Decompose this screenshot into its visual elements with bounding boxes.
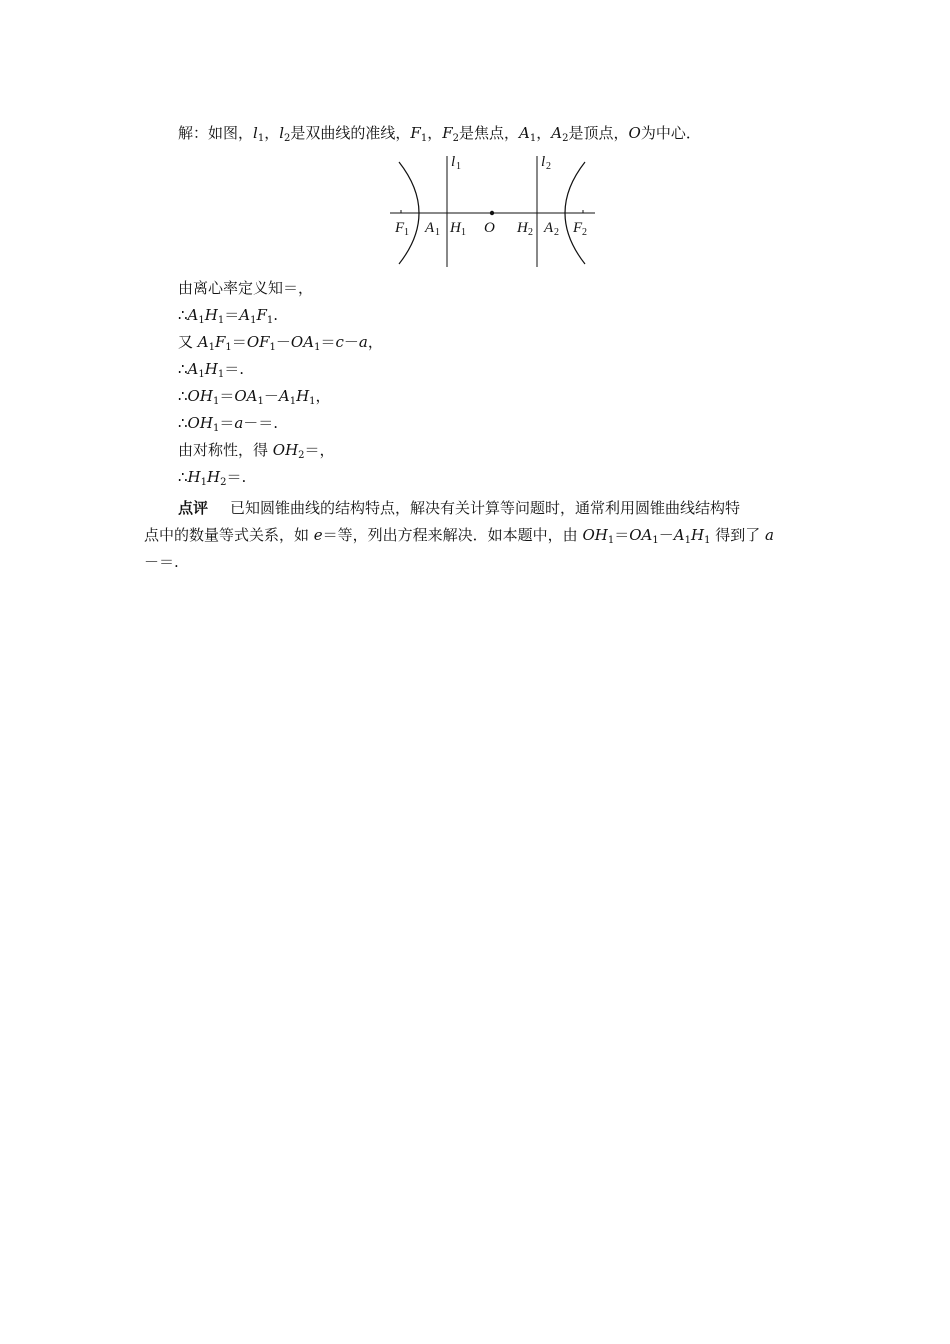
label-o: O xyxy=(484,220,495,236)
label-h1-sub: 1 xyxy=(461,227,466,238)
comment-line-2: 点中的数量等式关系，如 e＝等，列出方程来解决．如本题中，由 $OH_1=OA_1-A_1H_1$ 得到了 a xyxy=(144,526,774,546)
step-3: 又 $A_1F_1=OF_1-OA_1=c-a$， xyxy=(178,333,383,353)
solution-line: 解：如图，$l_1$，$l_2$是双曲线的准线，$F_1$，$F_2$是焦点，$A_1$，$A_2$是顶点，O为中心． xyxy=(178,124,701,144)
step-5: $\therefore OH_1=OA_1-A_1H_1$， xyxy=(178,387,331,407)
label-h1: H xyxy=(450,220,461,236)
center-point xyxy=(490,211,494,215)
label-h2: H xyxy=(517,220,528,236)
label-l1-sub: 1 xyxy=(456,161,461,172)
comment-label: 点评 xyxy=(178,499,209,517)
label-a1-sub: 1 xyxy=(435,227,440,238)
label-f1-sub: 1 xyxy=(404,227,409,238)
step-8: $\therefore H_1H_2=$. xyxy=(178,468,247,488)
step-1: 由离心率定义知＝， xyxy=(178,279,314,297)
step-4: $\therefore A_1H_1=$. xyxy=(178,360,245,380)
label-l2-sub: 2 xyxy=(546,161,551,172)
label-h2-sub: 2 xyxy=(528,227,533,238)
label-l1: l xyxy=(451,154,456,170)
step-2: $\therefore A_1H_1=A_1F_1$. xyxy=(178,306,279,326)
label-a2: A xyxy=(544,220,554,236)
label-f1: F xyxy=(395,220,405,236)
step-7: 由对称性，得 $OH_2=$， xyxy=(178,441,335,461)
comment-line-1: 点评 已知圆锥曲线的结构特点，解决有关计算等问题时，通常利用圆锥曲线结构特 xyxy=(178,499,741,517)
step-6: $\therefore OH_1=a-=$. xyxy=(178,414,279,434)
label-f2-sub: 2 xyxy=(582,227,587,238)
label-l2: l xyxy=(541,154,546,170)
label-a1: A xyxy=(425,220,435,236)
comment-line-3: －＝. xyxy=(144,553,179,571)
label-a2-sub: 2 xyxy=(554,227,559,238)
label-f2: F xyxy=(573,220,583,236)
hyperbola-figure xyxy=(386,150,600,270)
